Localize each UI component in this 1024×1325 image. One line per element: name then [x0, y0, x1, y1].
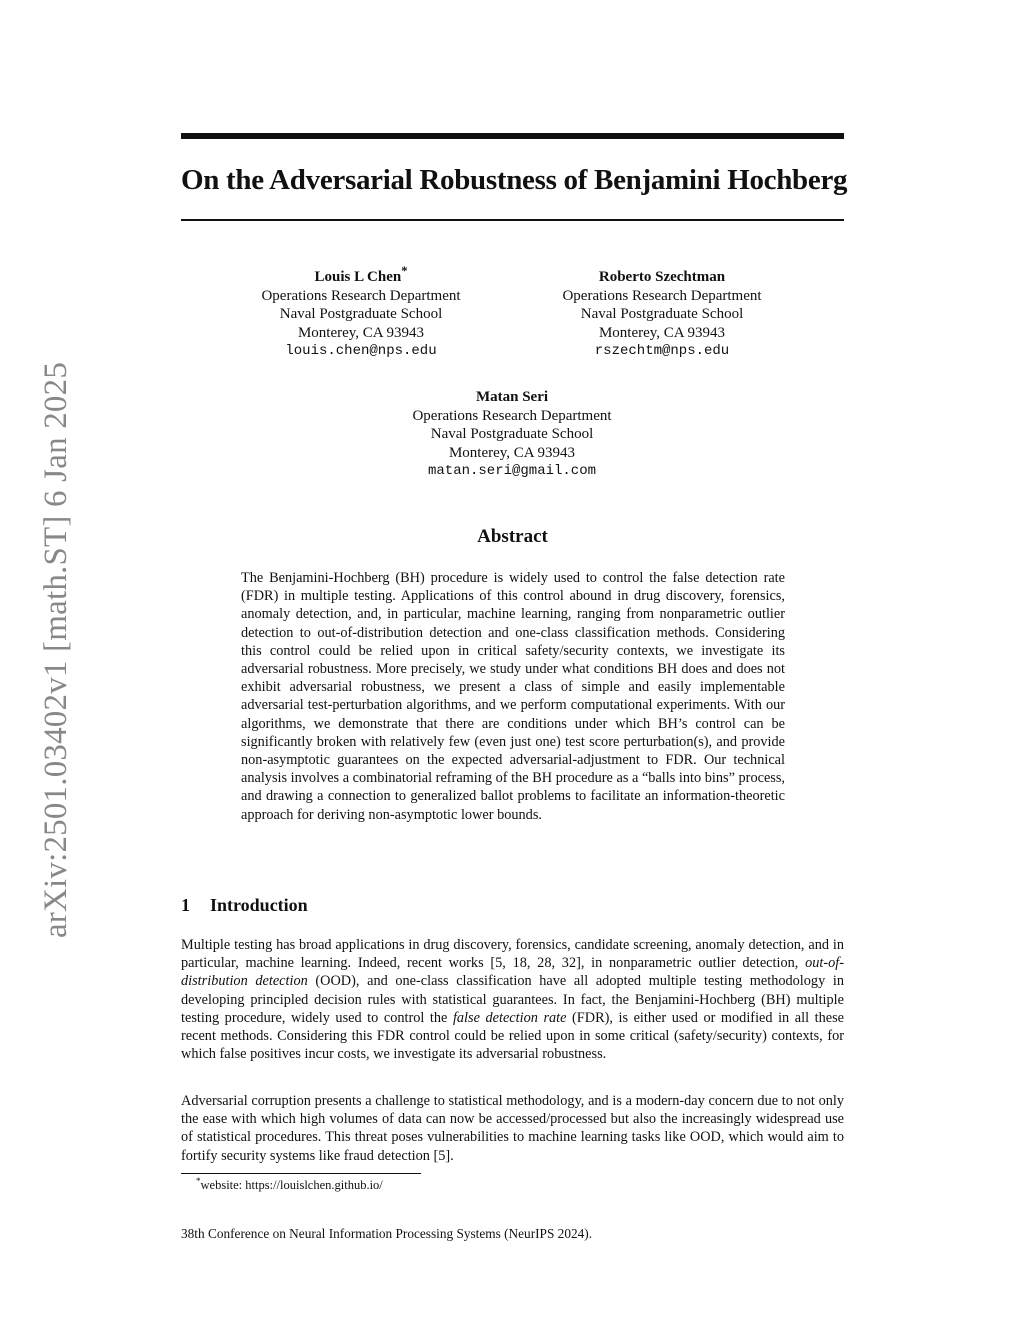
author-block-3 [382, 388, 642, 481]
intro-paragraph-2: Adversarial corruption presents a challenge to statistical methodology, and is a modern-day concern due to not only the ease with which high volumes of data can now be accessed/processed but also the increasingly widespread use of statistical procedures. This threat poses vulnerabilities to machine learning tasks like OOD, which would aim to fortify security systems like fraud detection [5]. [181, 1093, 844, 1164]
author-name: Matan Seri [475, 389, 549, 405]
footnote-rule [181, 1173, 421, 1174]
author-city: Monterey, CA 93943 [598, 324, 726, 341]
footnote [196, 1175, 383, 1193]
author-name: Louis L Chen* [314, 264, 408, 285]
author-email[interactable]: louis.chen@nps.edu [285, 343, 437, 359]
author-school: Naval Postgraduate School [580, 306, 744, 322]
abstract-heading: Abstract [477, 526, 548, 547]
author-city: Monterey, CA 93943 [448, 444, 576, 461]
title-bottom-rule [181, 219, 844, 221]
author-department: Operations Research Department [412, 407, 612, 424]
author-block-1 [231, 264, 491, 361]
author-name: Roberto Szechtman [598, 269, 726, 285]
author-school: Naval Postgraduate School [279, 306, 443, 322]
emphasis-fdr: false detection rate [452, 1009, 567, 1026]
intro-paragraph-1: Multiple testing has broad applications in drug discovery, forensics, candidate screening, anomaly detection, and in particular, machine learning. Indeed, recent works [5, 18, 28, 32], in nonparametric outlier detection, out-of-distribution detection (OOD), and one-class classification have all adopted multiple testing methodology in developing principled decision rules with statistical guarantees. In fact, the Benjamini-Hochberg (BH) multiple testing procedure, widely used to control the false detection rate (FDR), is either used or modified in all these recent methods. Considering this FDR control could be relied upon in some critical (safety/security) contexts, for which false positives incur costs, we investigate its adversarial robustness. [181, 937, 844, 1063]
author-block-2 [532, 268, 792, 361]
arxiv-identifier: arXiv:2501.03402v1 [math.ST] 6 Jan 2025 [38, 361, 74, 939]
section-title: Introduction [210, 895, 308, 915]
footnote-text: website: https://louislchen.github.io/ [200, 1178, 383, 1192]
section-number: 1 [181, 895, 190, 915]
section-heading [181, 895, 308, 916]
author-city: Monterey, CA 93943 [297, 324, 425, 341]
venue-note: 38th Conference on Neural Information Processing Systems (NeurIPS 2024). [181, 1226, 593, 1241]
footnote-mark: * [196, 1175, 201, 1186]
author-email[interactable]: rszechtm@nps.edu [594, 343, 730, 359]
title-top-rule [181, 133, 844, 139]
author-school: Naval Postgraduate School [430, 426, 594, 442]
abstract-text: The Benjamini-Hochberg (BH) procedure is widely used to control the false detection rate (FDR) in multiple testing. Applications of this control abound in drug discovery, forensics, anomaly detection, and, in particular, machine learning, ranging from nonparametric outlier detection to out-of-distribution detection and one-class classification methods. Considering this control could be relied upon in critical safety/security contexts, we investigate its adversarial robustness. More precisely, we study under what conditions BH does and does not exhibit adversarial robustness, we present a class of simple and easily implementable adversarial test-perturbation algorithms, and we perform computational experiments. With our algorithms, we demonstrate that there are conditions under which BH’s control can be significantly broken with relatively few (even just one) test score perturbation(s), and provide non-asymptotic guarantees on the expected adversarial-adjustment to FDR. Our technical analysis involves a combinatorial reframing of the BH procedure as a “balls into bins” process, and drawing a connection to generalized ballot problems to facilitate an information-theoretic approach for deriving non-asymptotic lower bounds. [241, 570, 785, 823]
author-department: Operations Research Department [562, 287, 762, 304]
author-department: Operations Research Department [261, 287, 461, 304]
emphasis-ood: out-of-distribution detection [181, 955, 844, 990]
paper-title: On the Adversarial Robustness of Benjamini Hochberg [181, 164, 848, 196]
author-email[interactable]: matan.seri@gmail.com [427, 463, 597, 479]
footnote-mark: * [401, 264, 408, 278]
